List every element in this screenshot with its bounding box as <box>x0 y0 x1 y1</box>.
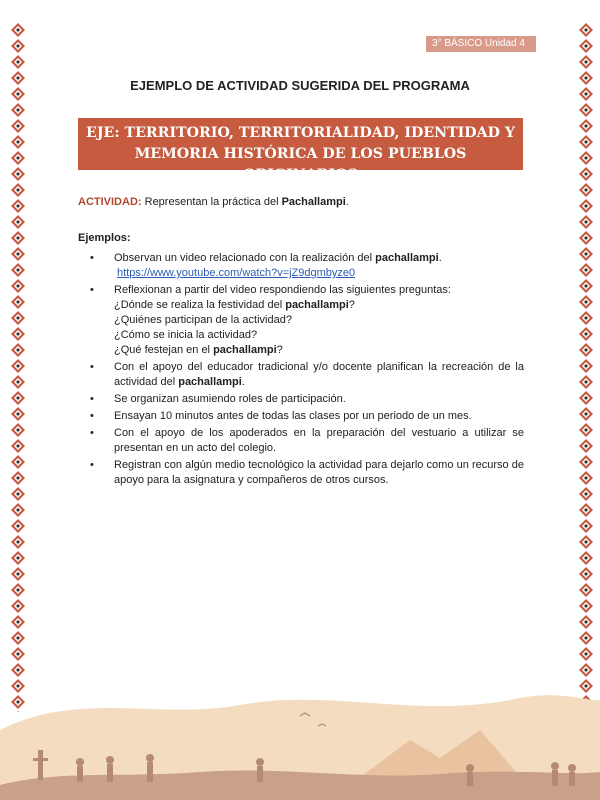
item-text: Con el apoyo del educador tradicional y/o docente planifican la recreación de la actividad del <box>114 361 524 388</box>
list-item <box>78 458 524 488</box>
list-item <box>78 392 524 407</box>
activity-bold: Pachallampi <box>281 196 346 208</box>
item-end: . <box>241 376 245 388</box>
activity-end: . <box>345 196 349 208</box>
item-bold: pachallampi <box>178 376 242 388</box>
activity-text: Representan la práctica del <box>141 196 282 208</box>
question-1-text: ¿Dónde se realiza la festividad del <box>114 299 286 311</box>
unit-tag: 3° BÁSICO Unidad 4 <box>426 36 536 52</box>
item-text: Se organizan asumiendo roles de participación. <box>114 393 346 405</box>
question-2: ¿Quiénes participan de la actividad? <box>114 314 292 326</box>
bullet: • <box>90 427 94 439</box>
eje-line-2: MEMORIA HISTÓRICA DE LOS PUEBLOS ORIGINARIOS <box>134 146 467 183</box>
page-title: EJEMPLO DE ACTIVIDAD SUGERIDA DEL PROGRAMA <box>130 78 470 93</box>
question-1-bold: pachallampi <box>285 299 349 311</box>
bullet: • <box>90 252 94 264</box>
activity-line <box>78 196 349 208</box>
activity-label: ACTIVIDAD: <box>78 196 142 208</box>
right-decorative-border <box>578 22 594 712</box>
examples-list <box>78 251 524 490</box>
question-4-end: ? <box>276 344 283 356</box>
video-link[interactable]: https://www.youtube.com/watch?v=jZ9dgmbyze0 <box>117 267 356 279</box>
list-item <box>78 426 524 456</box>
item-text: Ensayan 10 minutos antes de todas las clases por un periodo de un mes. <box>114 410 472 422</box>
examples-label: Ejemplos: <box>78 232 131 244</box>
list-item <box>78 283 524 358</box>
question-3: ¿Cómo se inicia la actividad? <box>114 329 258 341</box>
list-item <box>78 360 524 390</box>
question-4-text: ¿Qué festejan en el <box>114 344 214 356</box>
list-item <box>78 409 524 424</box>
item-text: Con el apoyo de los apoderados en la preparación del vestuario a utilizar se presentan en un acto del colegio. <box>114 427 524 454</box>
list-item <box>78 251 524 281</box>
landscape-illustration <box>0 650 600 800</box>
bullet: • <box>90 393 94 405</box>
eje-banner <box>78 118 523 183</box>
pattern-right <box>578 22 594 712</box>
item-bold: pachallampi <box>375 252 439 264</box>
bullet: • <box>90 410 94 422</box>
eje-line-1: EJE: TERRITORIO, TERRITORIALIDAD, IDENTIDAD Y <box>86 125 515 141</box>
question-1-end: ? <box>348 299 355 311</box>
item-text: Reflexionan a partir del video respondiendo las siguientes preguntas: <box>114 284 451 296</box>
bullet: • <box>90 284 94 296</box>
question-4-bold: pachallampi <box>213 344 277 356</box>
bullet: • <box>90 361 94 373</box>
bullet: • <box>90 459 94 471</box>
left-decorative-border <box>10 22 26 712</box>
pattern-left <box>10 22 26 712</box>
item-text: Registran con algún medio tecnológico la actividad para dejarlo como un recurso de apoyo para la asignatura y compañeros de otros cursos. <box>114 459 524 486</box>
item-text: Observan un video relacionado con la realización del <box>114 252 376 264</box>
item-end: . <box>438 252 442 264</box>
